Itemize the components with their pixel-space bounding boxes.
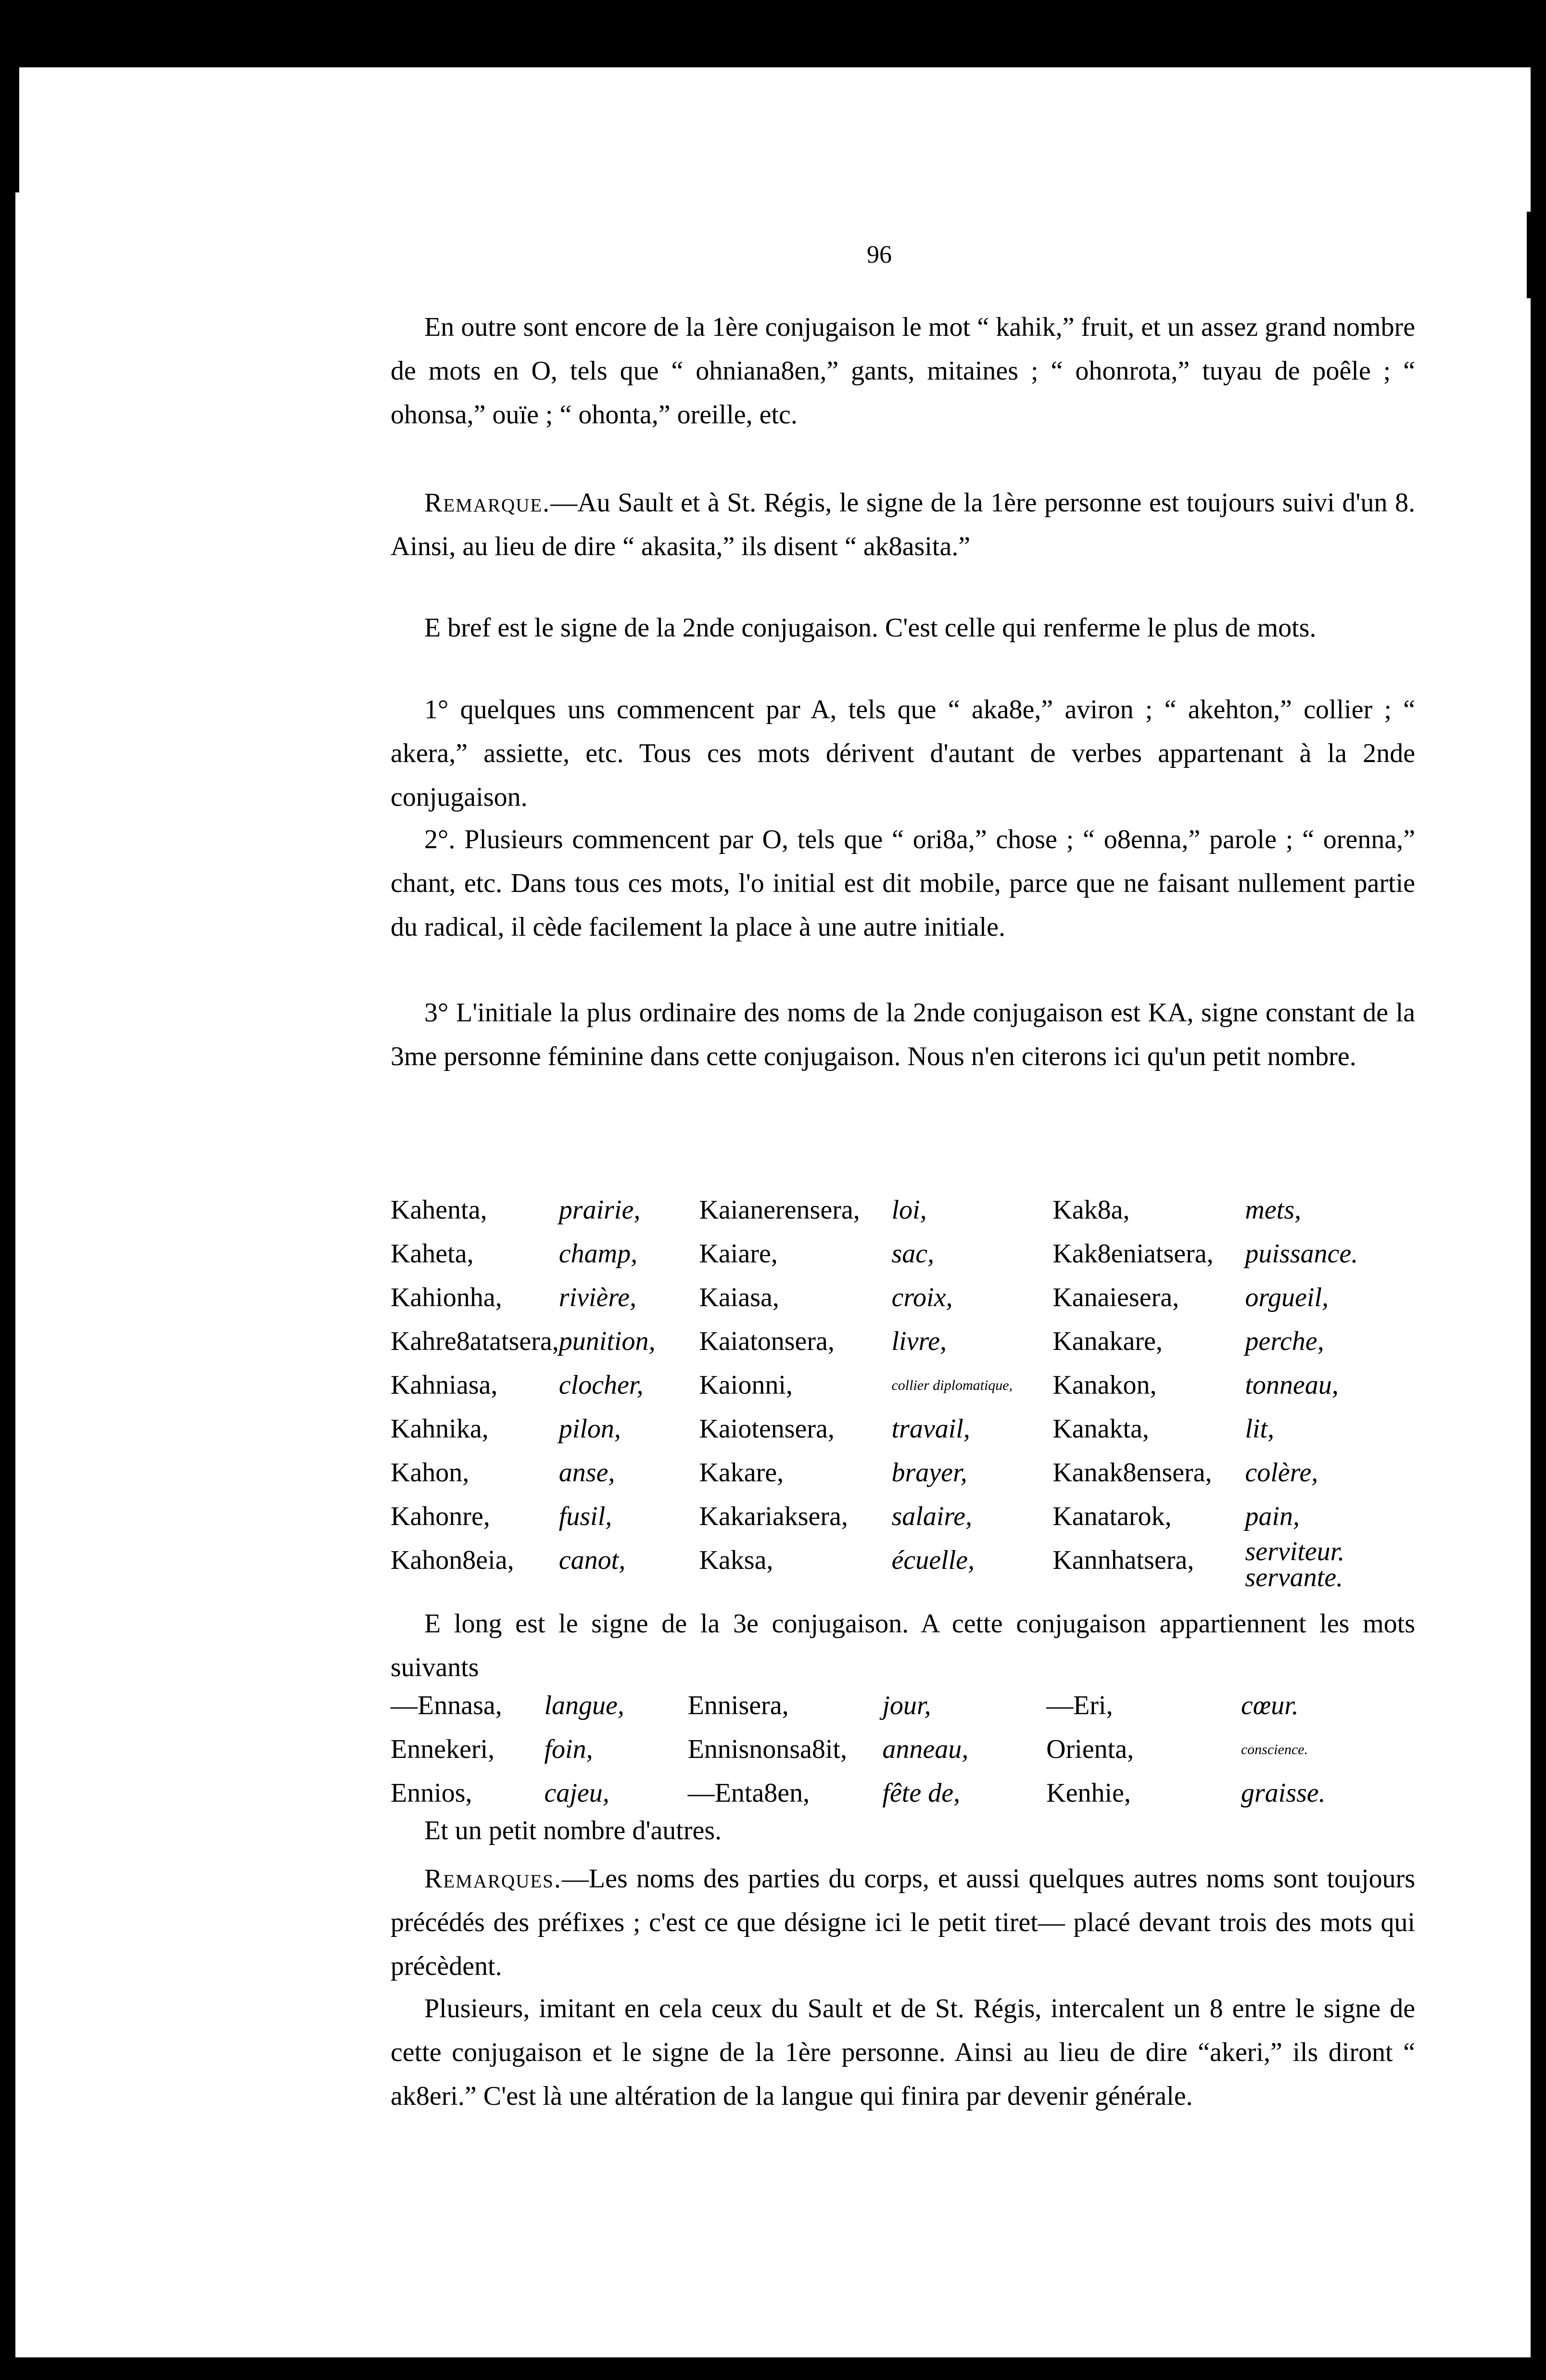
meaning: colère,: [1245, 1458, 1318, 1488]
vocab-row: [391, 1320, 1415, 1363]
vocab-row: [391, 1232, 1415, 1276]
meaning: pain,: [1245, 1502, 1300, 1531]
word: Kaheta,: [391, 1239, 474, 1269]
vocab-row: [391, 1451, 1415, 1495]
word: Kanatarok,: [1052, 1502, 1172, 1531]
vocabulary-table-e: [391, 1684, 1415, 1815]
meaning: orgueil,: [1245, 1283, 1329, 1312]
word: Kakariaksera,: [699, 1502, 848, 1531]
meaning: collier diplomatique,: [891, 1377, 1013, 1393]
word: Kahon,: [391, 1458, 469, 1488]
word: Kaiatonsera,: [699, 1326, 835, 1356]
word: Kenhie,: [1046, 1778, 1131, 1808]
word: Kanak8ensera,: [1052, 1458, 1212, 1488]
meaning: anse,: [558, 1458, 615, 1488]
word: —Eri,: [1046, 1691, 1113, 1720]
meaning: cajeu,: [544, 1778, 609, 1808]
word: Kanakon,: [1052, 1370, 1157, 1400]
page-number: 96: [867, 241, 892, 268]
meaning: servante.: [1245, 1563, 1343, 1592]
meaning: cœur.: [1241, 1691, 1299, 1720]
meaning: puissance.: [1245, 1239, 1358, 1269]
meaning: brayer,: [891, 1458, 967, 1488]
meaning: anneau,: [882, 1734, 969, 1764]
word: Kak8a,: [1052, 1195, 1130, 1225]
scanned-page: [15, 67, 1531, 2357]
word: Ennios,: [391, 1778, 472, 1808]
meaning: salaire,: [891, 1502, 972, 1531]
meaning: langue,: [544, 1691, 624, 1720]
meaning: mets,: [1245, 1195, 1301, 1225]
word: Ennisera,: [687, 1691, 789, 1720]
paragraph-o-words: 2°. Plusieurs commencent par O, tels que “ ori8a,” chose ; “ o8enna,” parole ; “ orenna,” chant, etc. Dans tous ces mots, l'o initial est dit mobile, parce que ne faisant nullement partie du radical, il cède facilement la place à une autre initiale.: [391, 825, 1415, 942]
word: Kakare,: [699, 1458, 784, 1488]
paragraph-second-conjugation: E bref est le signe de la 2nde conjugaison. C'est celle qui renferme le plus de mots.: [424, 613, 1317, 643]
vocab-row: [391, 1363, 1415, 1407]
paragraph-remarks-prefixes: [391, 1857, 1415, 1988]
remark-label: Remarque.: [424, 488, 551, 518]
paragraph-ka-initial: 3° L'initiale la plus ordinaire des noms de la 2nde conjugaison est KA, signe constant de la 3me personne féminine dans cette conjugaison. Nous n'en citerons ici qu'un petit nombre.: [391, 998, 1415, 1071]
word: Kahon8eia,: [391, 1545, 514, 1575]
paragraph-plusieurs: Plusieurs, imitant en cela ceux du Sault et de St. Régis, intercalent un 8 entre le signe de cette conjugaison et le signe de la 1ère personne. Ainsi au lieu de dire “akeri,” ils diront “ ak8eri.” C'est là une altération de la langue qui finira par devenir générale.: [391, 1994, 1415, 2111]
paragraph-others: Et un petit nombre d'autres.: [424, 1816, 722, 1845]
paragraph-first-conjugation-extra: En outre sont encore de la 1ère conjugaison le mot “ kahik,” fruit, et un assez grand nombre de mots en O, tels que “ ohniana8en,” gants, mitaines ; “ ohonrota,” tuyau de poêle ; “ ohonsa,” ouïe ; “ ohonta,” oreille, etc.: [391, 312, 1415, 430]
word: —Ennasa,: [391, 1691, 502, 1720]
meaning: pilon,: [558, 1414, 621, 1444]
word: Kak8eniatsera,: [1052, 1239, 1214, 1269]
remarks-label: Remarques.: [424, 1864, 562, 1894]
meaning: champ,: [558, 1239, 638, 1269]
word: Kahenta,: [391, 1195, 487, 1225]
meaning: croix,: [891, 1283, 953, 1312]
word: Kannhatsera,: [1052, 1545, 1194, 1575]
vocab-row: [391, 1188, 1415, 1232]
remarks-text: —Les noms des parties du corps, et aussi quelques autres noms sont toujours précédés des préfixes ; c'est ce que désigne ici le petit tiret— placé devant trois des mots qui précèdent.: [391, 1864, 1415, 1981]
meaning: rivière,: [558, 1283, 636, 1312]
vocab-row: [391, 1407, 1415, 1451]
word: Orienta,: [1046, 1734, 1134, 1764]
meaning: foin,: [544, 1734, 593, 1764]
meaning: lit,: [1245, 1414, 1275, 1444]
word: Kaiare,: [699, 1239, 778, 1269]
word: Ennisnonsa8it,: [687, 1734, 848, 1764]
vocab-row: [391, 1276, 1415, 1320]
meaning: clocher,: [558, 1370, 644, 1400]
meaning-pair: [1245, 1539, 1415, 1591]
meaning: travail,: [891, 1414, 970, 1444]
meaning: tonneau,: [1245, 1370, 1339, 1400]
word: Kanaiesera,: [1052, 1283, 1179, 1312]
vocab-row: [391, 1728, 1415, 1771]
word: Kanakare,: [1052, 1326, 1163, 1356]
meaning: serviteur.: [1245, 1537, 1345, 1566]
meaning: prairie,: [558, 1195, 641, 1225]
vocab-row: [391, 1495, 1415, 1539]
meaning: conscience.: [1241, 1742, 1308, 1757]
word: Kahre8atatsera,: [391, 1326, 559, 1356]
scan-edge-mark-right: [1527, 212, 1531, 298]
meaning: sac,: [891, 1239, 935, 1269]
meaning: jour,: [882, 1691, 931, 1720]
vocabulary-table-ka: [391, 1188, 1415, 1591]
meaning: punition,: [558, 1326, 656, 1356]
word: Kaksa,: [699, 1545, 773, 1575]
paragraph-third-conjugation: E long est le signe de la 3e conjugaison. A cette conjugaison appartiennent les mots suivants: [391, 1609, 1415, 1682]
paragraph-a-words: 1° quelques uns commencent par A, tels que “ aka8e,” aviron ; “ akehton,” collier ; “ akera,” assiette, etc. Tous ces mots dérivent d'autant de verbes appartenant à la 2nde conjugaison.: [391, 695, 1415, 812]
word: Kahionha,: [391, 1283, 502, 1312]
meaning: écuelle,: [891, 1545, 975, 1575]
meaning: loi,: [891, 1195, 927, 1225]
word: Kahnika,: [391, 1414, 489, 1444]
word: Kahonre,: [391, 1502, 490, 1531]
word: —Enta8en,: [687, 1778, 810, 1808]
remark-text: —Au Sault et à St. Régis, le signe de la 1ère personne est toujours suivi d'un 8. Ainsi, au lieu de dire “ akasita,” ils disent “ ak8asita.”: [391, 488, 1415, 561]
word: Ennekeri,: [391, 1734, 495, 1764]
vocab-row: [391, 1539, 1415, 1591]
meaning: fusil,: [558, 1502, 612, 1531]
meaning: livre,: [891, 1326, 947, 1356]
word: Kanakta,: [1052, 1414, 1149, 1444]
meaning: fête de,: [882, 1778, 961, 1808]
word: Kaionni,: [699, 1370, 793, 1400]
word: Kaianerensera,: [699, 1195, 860, 1225]
meaning: canot,: [558, 1545, 626, 1575]
scan-edge-mark-left: [15, 67, 19, 192]
word: Kahniasa,: [391, 1370, 498, 1400]
paragraph-remark-sault: [391, 481, 1415, 569]
meaning: graisse.: [1241, 1778, 1326, 1808]
vocab-row: [391, 1684, 1415, 1728]
meaning: perche,: [1245, 1326, 1324, 1356]
word: Kaiasa,: [699, 1283, 779, 1312]
word: Kaiotensera,: [699, 1414, 835, 1444]
